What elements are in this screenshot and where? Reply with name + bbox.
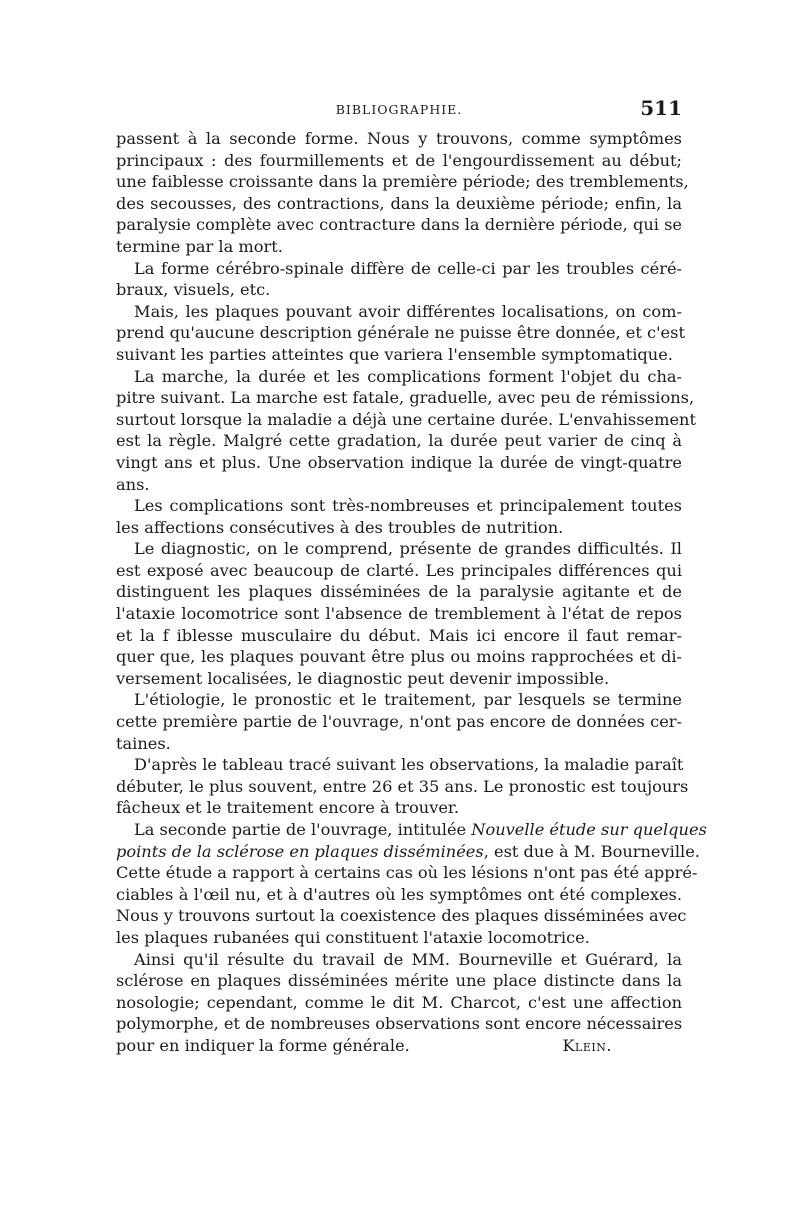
text-line: Nous y trouvons surtout la coexistence des plaques disséminées avec	[116, 906, 687, 926]
text-line: nosologie; cependant, comme le dit M. Charcot, c'est une affection	[116, 992, 682, 1012]
page-header	[116, 96, 682, 122]
text-line: taines.	[116, 733, 171, 753]
text-line: Ainsi qu'il résulte du travail de MM. Bourneville et Guérard, la	[134, 949, 682, 969]
text-line: polymorphe, et de nombreuses observations sont encore nécessaires	[116, 1014, 683, 1034]
text-line: braux, visuels, etc.	[116, 280, 271, 300]
text-line: ans.	[116, 474, 150, 494]
text-line: ciables à l'œil nu, et à d'autres où les symptômes ont été complexes.	[116, 884, 682, 904]
text-line: cette première partie de l'ouvrage, n'ont pas encore de données cer-	[116, 712, 682, 732]
text-line-with-title	[116, 819, 707, 841]
text-line: La forme cérébro-spinale diffère de celle-ci par les troubles céré-	[134, 258, 682, 278]
text-line: prend qu'aucune description générale ne puisse être donnée, et c'est	[116, 323, 685, 343]
text-line: D'après le tableau tracé suivant les observations, la maladie paraît	[134, 755, 684, 775]
text-line: une faiblesse croissante dans la première période; des tremblements,	[116, 172, 689, 192]
text-line: suivant les parties atteintes que variera l'ensemble symptomatique.	[116, 344, 673, 364]
text-line: Cette étude a rapport à certains cas où les lésions n'ont pas été appré-	[116, 863, 698, 883]
text-line: principaux : des fourmillements et de l'engourdissement au début;	[116, 150, 682, 170]
text-line: Le diagnostic, on le comprend, présente de grandes difficultés. Il	[134, 539, 682, 559]
running-title: BIBLIOGRAPHIE.	[335, 102, 463, 117]
closing-line	[116, 1035, 682, 1057]
text-line: versement localisées, le diagnostic peut devenir impossible.	[116, 668, 610, 688]
text-line: des secousses, des contractions, dans la deuxième période; enfin, la	[116, 193, 682, 213]
text-line: et la f iblesse musculaire du début. Mais ici encore il faut remar-	[116, 625, 682, 645]
text-line: sclérose en plaques disséminées mérite une place distincte dans la	[116, 971, 682, 991]
text-line: est la règle. Malgré cette gradation, la durée peut varier de cinq à	[116, 431, 682, 451]
text-line: distinguent les plaques disséminées de la paralysie agitante et de	[116, 582, 682, 602]
text-line: est exposé avec beaucoup de clarté. Les principales différences qui	[116, 560, 682, 580]
page-body	[116, 128, 707, 1057]
text-line: La marche, la durée et les complications forment l'objet du cha-	[134, 366, 682, 386]
text-line: fâcheux et le traitement encore à trouver.	[116, 798, 460, 818]
text-line: passent à la seconde forme. Nous y trouvons, comme symptômes	[116, 129, 682, 148]
text-line: quer que, les plaques pouvant être plus ou moins rapprochées et di-	[116, 647, 682, 667]
page-number: 511	[640, 96, 682, 120]
italic-title: points de la sclérose en plaques disséminées	[116, 841, 484, 861]
text-line: L'étiologie, le pronostic et le traitement, par lesquels se termine	[134, 690, 682, 710]
text-line-with-title	[116, 841, 700, 863]
text-line: paralysie complète avec contracture dans la dernière période, qui se	[116, 215, 682, 235]
italic-title: Nouvelle étude sur quelques	[471, 820, 707, 839]
text-line: les affections consécutives à des troubles de nutrition.	[116, 517, 564, 537]
text-fragment: La seconde partie de l'ouvrage, intitulée	[134, 820, 472, 839]
author-signature: Klein.	[562, 1035, 612, 1055]
text-line: débuter, le plus souvent, entre 26 et 35 ans. Le pronostic est toujours	[116, 776, 689, 796]
text-fragment: pour en indiquer la forme générale.	[116, 1035, 410, 1055]
text-line: surtout lorsque la maladie a déjà une certaine durée. L'envahissement	[116, 409, 696, 429]
text-line: termine par la mort.	[116, 236, 283, 256]
text-line: pitre suivant. La marche est fatale, graduelle, avec peu de rémissions,	[116, 388, 695, 408]
text-line: vingt ans et plus. Une observation indique la durée de vingt-quatre	[116, 452, 682, 472]
text-line: l'ataxie locomotrice sont l'absence de tremblement à l'état de repos	[116, 604, 682, 624]
text-line: les plaques rubanées qui constituent l'ataxie locomotrice.	[116, 927, 590, 947]
text-line: Mais, les plaques pouvant avoir différentes localisations, on com-	[134, 301, 682, 321]
text-line: Les complications sont très-nombreuses et principalement toutes	[134, 496, 682, 516]
text-fragment: , est due à M. Bourneville.	[483, 841, 700, 861]
